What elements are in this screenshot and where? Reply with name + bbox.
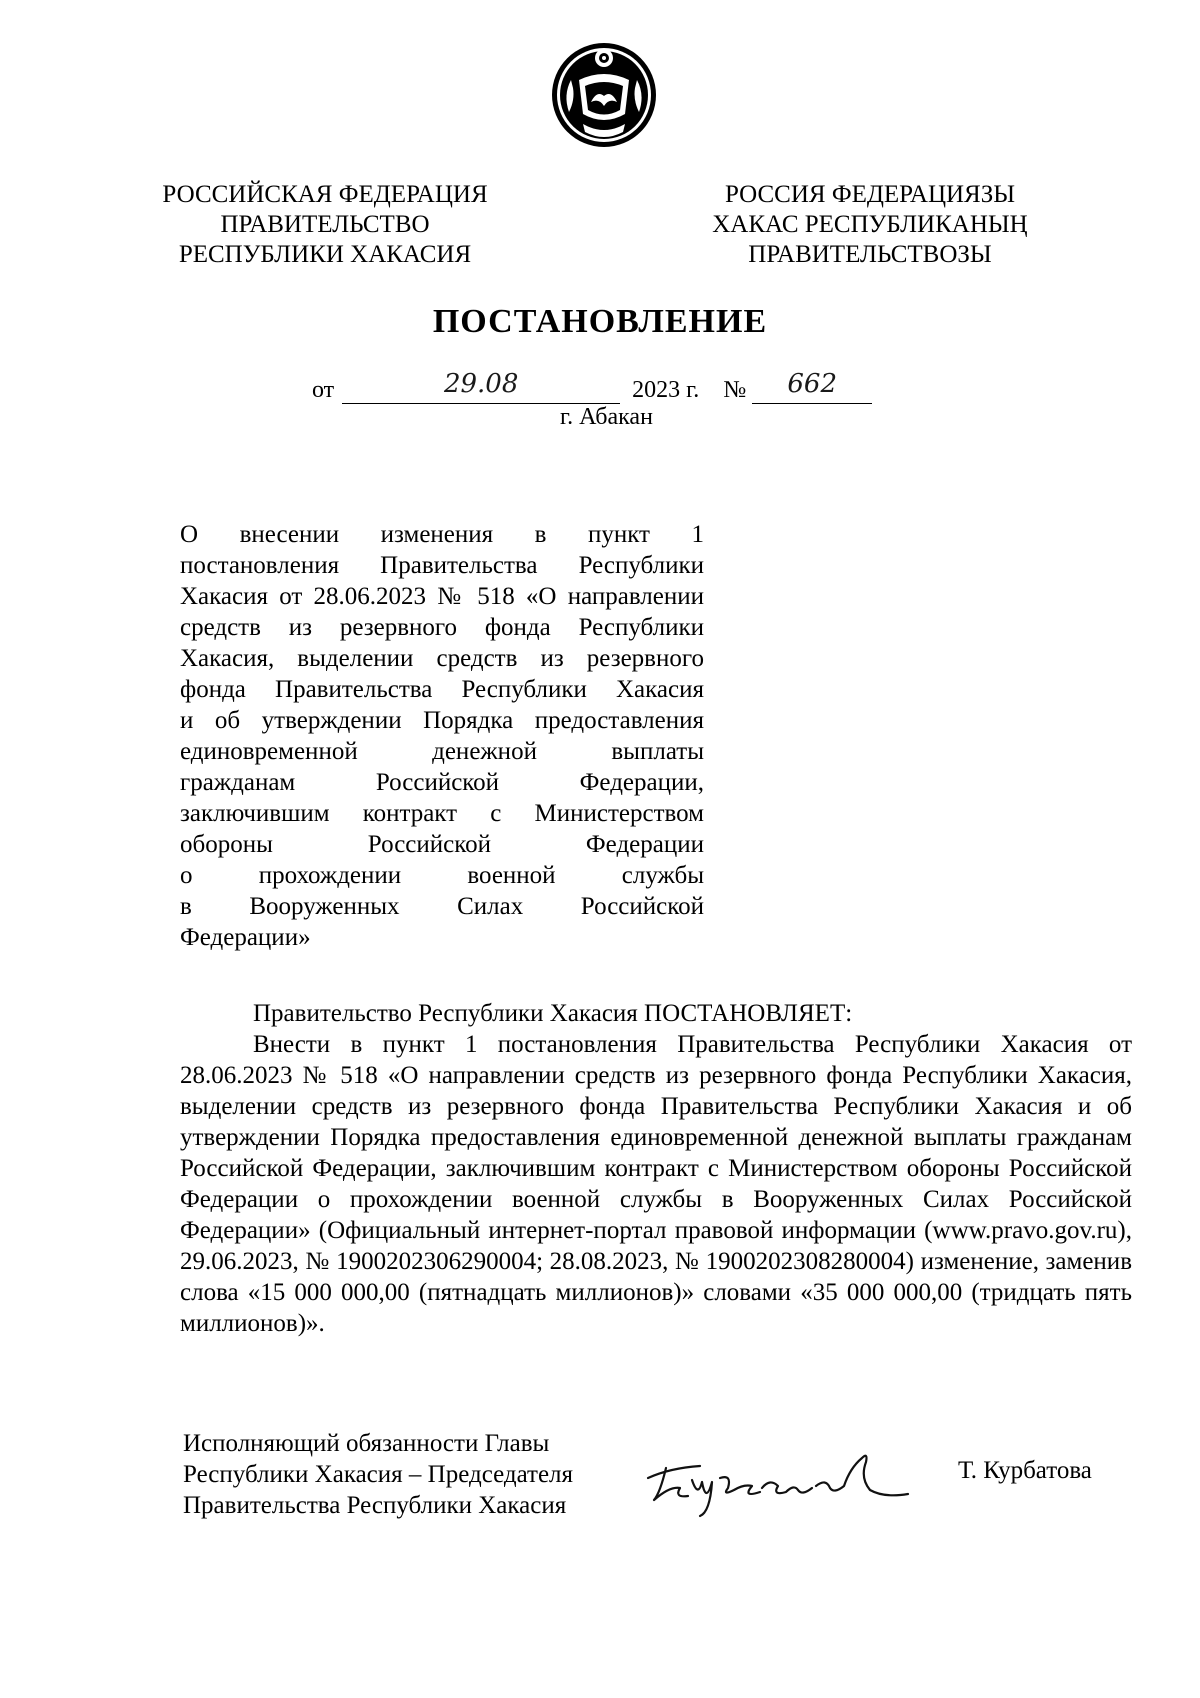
signer-position-line: Правительства Республики Хакасия — [183, 1492, 567, 1519]
subject-line: гражданам Российской Федерации, — [180, 769, 704, 796]
date-field — [342, 369, 620, 404]
header-right-line: ХАКАС РЕСПУБЛИКАНЫҢ — [712, 211, 1028, 238]
subject-line: и об утверждении Порядка предоставления — [180, 707, 704, 734]
document-subject — [180, 519, 704, 953]
subject-line: единовременной денежной выплаты — [180, 738, 704, 765]
subject-line: заключившим контракт с Министерством — [180, 800, 704, 827]
document-body — [180, 998, 1132, 1339]
header-right-line: ПРАВИТЕЛЬСТВОЗЫ — [748, 241, 992, 268]
body-paragraph-main: Внести в пункт 1 постановления Правительства Республики Хакасия от 28.06.2023 № 518 «О направлении средств из резервного фонда Республики Хакасия, выделении средств из резервного фонда Правительства Республики Хакасия и об утверждении Порядка предоставления единовременной денежной выплаты гражданам Российской Федерации, заключившим контракт с Министерством обороны Российской Федерации о прохождении военной службы в Вооруженных Силах Российской Федерации» (Официальный интернет-портал правовой информации (www.pravo.gov.ru), 29.06.2023, № 1900202306290004; 28.08.2023, № 1900202308280004) изменение, заменив слова «15 000 000,00 (пятнадцать миллионов)» словами «35 000 000,00 (тридцать пять миллионов)». — [180, 1031, 1132, 1337]
handwritten-signature-icon — [640, 1438, 930, 1518]
header-right-line: РОССИЯ ФЕДЕРАЦИЯЗЫ — [724, 181, 1016, 208]
subject-line: в Вооруженных Силах Российской — [180, 893, 704, 920]
subject-line: Хакасия, выделении средств из резервного — [180, 645, 704, 672]
subject-line: средств из резервного фонда Республики — [180, 614, 704, 641]
date-line — [312, 369, 872, 404]
document-title: ПОСТАНОВЛЕНИЕ — [432, 303, 768, 340]
number-field — [752, 369, 872, 404]
subject-line: Хакасия от 28.06.2023 № 518 «О направлении — [180, 583, 704, 610]
year-text: 2023 г. — [632, 377, 700, 403]
header-right — [690, 180, 1050, 270]
subject-line: фонда Правительства Республики Хакасия — [180, 676, 704, 703]
header-left-line: ПРАВИТЕЛЬСТВО — [220, 211, 430, 238]
signer-position-line: Республики Хакасия – Председателя — [183, 1461, 574, 1488]
subject-line: постановления Правительства Республики — [180, 552, 704, 579]
signer-position-line: Исполняющий обязанности Главы — [183, 1430, 550, 1457]
header-left — [160, 180, 490, 270]
header-left-line: РОССИЙСКАЯ ФЕДЕРАЦИЯ — [162, 181, 488, 208]
subject-line: о прохождении военной службы — [180, 862, 704, 889]
signer-position — [183, 1428, 573, 1521]
subject-line: О внесении изменения в пункт 1 — [180, 521, 704, 548]
coat-of-arms-emblem-icon — [549, 40, 659, 150]
handwritten-number: 662 — [787, 369, 838, 399]
header-left-line: РЕСПУБЛИКИ ХАКАСИЯ — [178, 241, 472, 268]
date-prefix: от — [312, 377, 335, 403]
handwritten-date: 29.08 — [443, 369, 519, 399]
number-label: № — [723, 377, 747, 403]
body-paragraph-resolution: Правительство Республики Хакасия ПОСТАНОВЛЯЕТ: — [253, 1000, 853, 1027]
subject-line: Федерации» — [180, 924, 311, 951]
subject-line: обороны Российской Федерации — [180, 831, 704, 858]
signer-name: Т. Курбатова — [958, 1457, 1092, 1484]
city: г. Абакан — [560, 404, 653, 430]
